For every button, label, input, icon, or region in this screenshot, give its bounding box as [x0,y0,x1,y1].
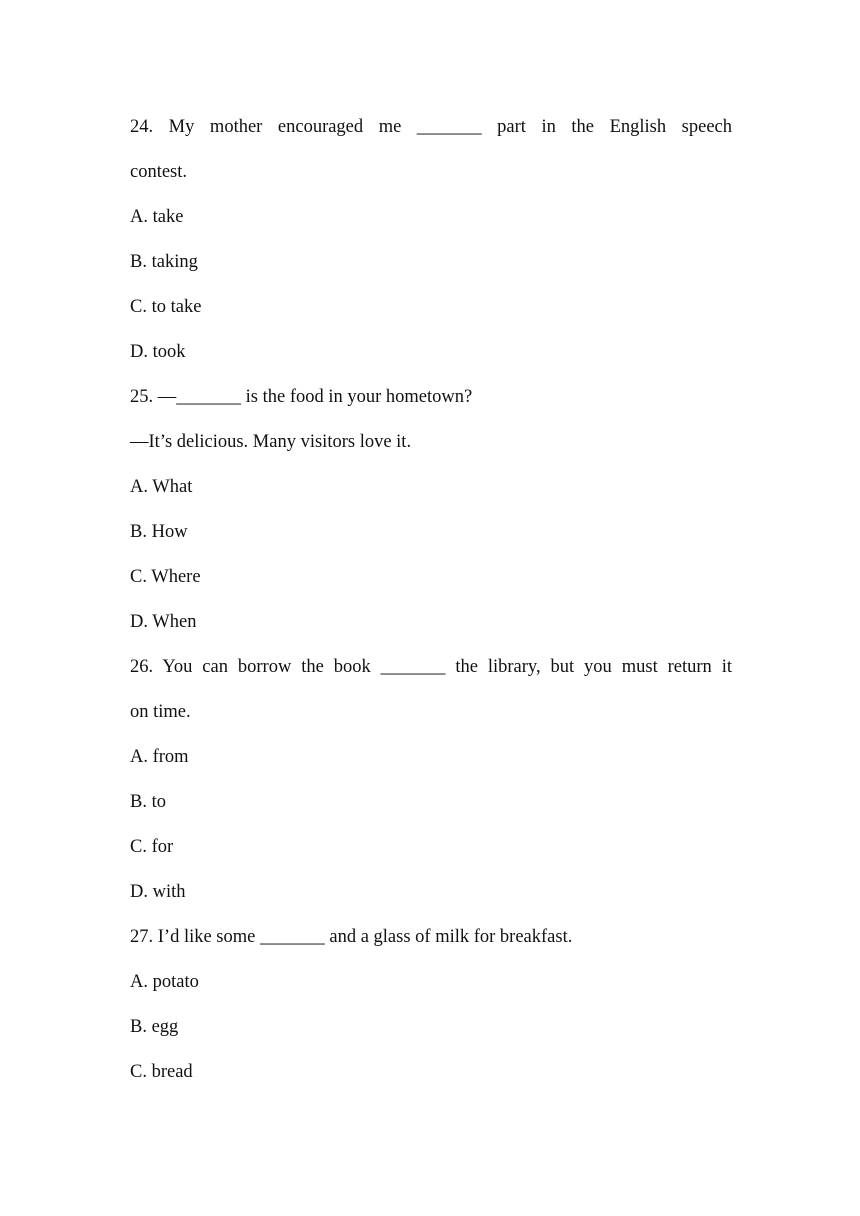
question-25-stem-line-2: —It’s delicious. Many visitors love it. [130,432,412,452]
question-26-option-b: B. to [130,792,166,812]
question-27-stem-line-1: 27. I’d like some _______ and a glass of milk for breakfast. [130,927,573,947]
question-26-option-c: C. for [130,837,174,857]
question-25-option-d: D. When [130,612,197,632]
question-25-option-a: A. What [130,477,193,497]
question-24-stem-line-1: 24. My mother encouraged me _______ part in the English speech [130,117,732,137]
question-25-option-b: B. How [130,522,188,542]
question-24-option-d: D. took [130,342,186,362]
question-24-option-a: A. take [130,207,184,227]
question-26-stem-line-1: 26. You can borrow the book _______ the library, but you must return it [130,657,732,677]
question-24-option-b: B. taking [130,252,198,272]
question-26-option-d: D. with [130,882,186,902]
question-24-option-c: C. to take [130,297,202,317]
question-24-stem-line-2: contest. [130,162,188,182]
exam-page [130,105,732,1095]
question-27-option-b: B. egg [130,1017,179,1037]
question-25-stem-line-1: 25. —_______ is the food in your hometown? [130,387,473,407]
question-27-option-a: A. potato [130,972,199,992]
question-27-option-c: C. bread [130,1062,193,1082]
question-25-option-c: C. Where [130,567,201,587]
question-26-option-a: A. from [130,747,189,767]
question-26-stem-line-2: on time. [130,702,191,722]
